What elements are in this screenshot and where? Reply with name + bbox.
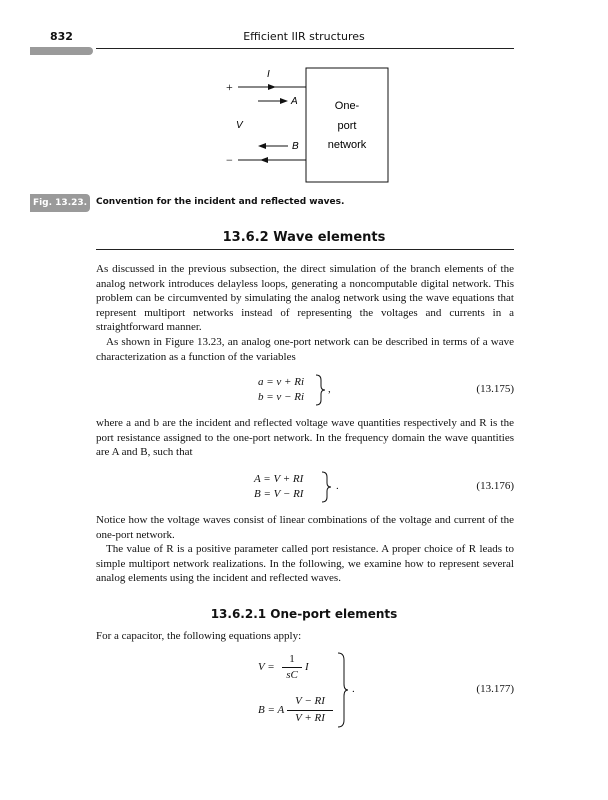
voltage-label: V [236, 120, 243, 131]
page-number: 832 [50, 30, 73, 43]
eq175-line-1: a = v + Ri [258, 376, 305, 388]
paragraph-4: Notice how the voltage waves consist of linear combinations of the voltage and current of the one-port network. [96, 514, 514, 541]
eq177-v-rhs: I [305, 661, 309, 673]
figure-badge: Fig. 13.23. [30, 194, 90, 212]
margin-tab [30, 47, 93, 55]
box-line-3: network [327, 139, 367, 151]
eq175-punct: , [328, 383, 331, 395]
paragraph-5: The value of R is a positive parameter called port resistance. A proper choice of R leads to simple multiport network realizations. In the following, we examine how to represent several analog elements using the incident and reflected waves. [96, 543, 514, 584]
eq177-v-denominator: sC [286, 669, 298, 681]
eq176-number: (13.176) [476, 480, 514, 492]
box-line-2: port [337, 120, 357, 132]
eq177-b-lhs: B = A [258, 704, 285, 716]
figure-diagram [200, 60, 420, 190]
paragraph-1: As discussed in the previous subsection, the direct simulation of the branch elements of the analog network introduces delayless loops, generating a noncomputable digital network. This problem can be circumvented by simulating the analog network using the wave equations that represent multiport networks instead of representing the voltages and currents in a straightforward manner. [96, 263, 514, 333]
paragraph-3: where a and b are the incident and reflected voltage wave quantities respectively and R is the port resistance assigned to the one-port network. In the frequency domain the wave quantities are A and B, such that [96, 417, 514, 458]
eq177-b-numerator: V − RI [295, 695, 325, 707]
header-rule [96, 48, 514, 49]
incident-arrow-icon [280, 98, 288, 104]
eq177-v-lhs: V = [258, 661, 275, 673]
eq176-line-1: A = V + RI [254, 473, 304, 485]
box-line-1: One- [334, 100, 360, 112]
return-arrow-icon [260, 157, 268, 163]
eq176-line-2: B = V − RI [254, 488, 304, 500]
paragraph-6: For a capacitor, the following equations apply: [96, 630, 302, 642]
figure-13-23 [200, 60, 420, 190]
eq177-punct: . [352, 683, 355, 695]
minus-label: − [226, 153, 233, 167]
wave-a-label: A [291, 96, 298, 107]
eq177-b-denominator: V + RI [295, 712, 325, 724]
eq177-number: (13.177) [476, 683, 514, 695]
eq177-v-numerator: 1 [289, 653, 295, 665]
eq177-brace [336, 652, 350, 728]
eq176-brace [320, 471, 332, 503]
reflected-arrow-icon [258, 143, 266, 149]
paragraph-2: As shown in Figure 13.23, an analog one-port network can be described in terms of a wave characterization as a function of the variables [96, 336, 514, 363]
subsection-title: 13.6.2.1 One-port elements [210, 607, 398, 621]
eq175-number: (13.175) [476, 383, 514, 395]
plus-label: + [226, 80, 233, 94]
figure-caption: Convention for the incident and reflected waves. [96, 197, 345, 207]
current-arrow-icon [268, 84, 276, 90]
current-label: I [267, 69, 270, 80]
wave-b-label: B [292, 141, 299, 152]
running-head: Efficient IIR structures [243, 30, 365, 43]
section-title: 13.6.2 Wave elements [222, 230, 386, 245]
eq175-line-2: b = v − Ri [258, 391, 305, 403]
eq176-punct: . [336, 480, 339, 492]
eq175-brace [314, 374, 326, 406]
section-rule [96, 249, 514, 250]
